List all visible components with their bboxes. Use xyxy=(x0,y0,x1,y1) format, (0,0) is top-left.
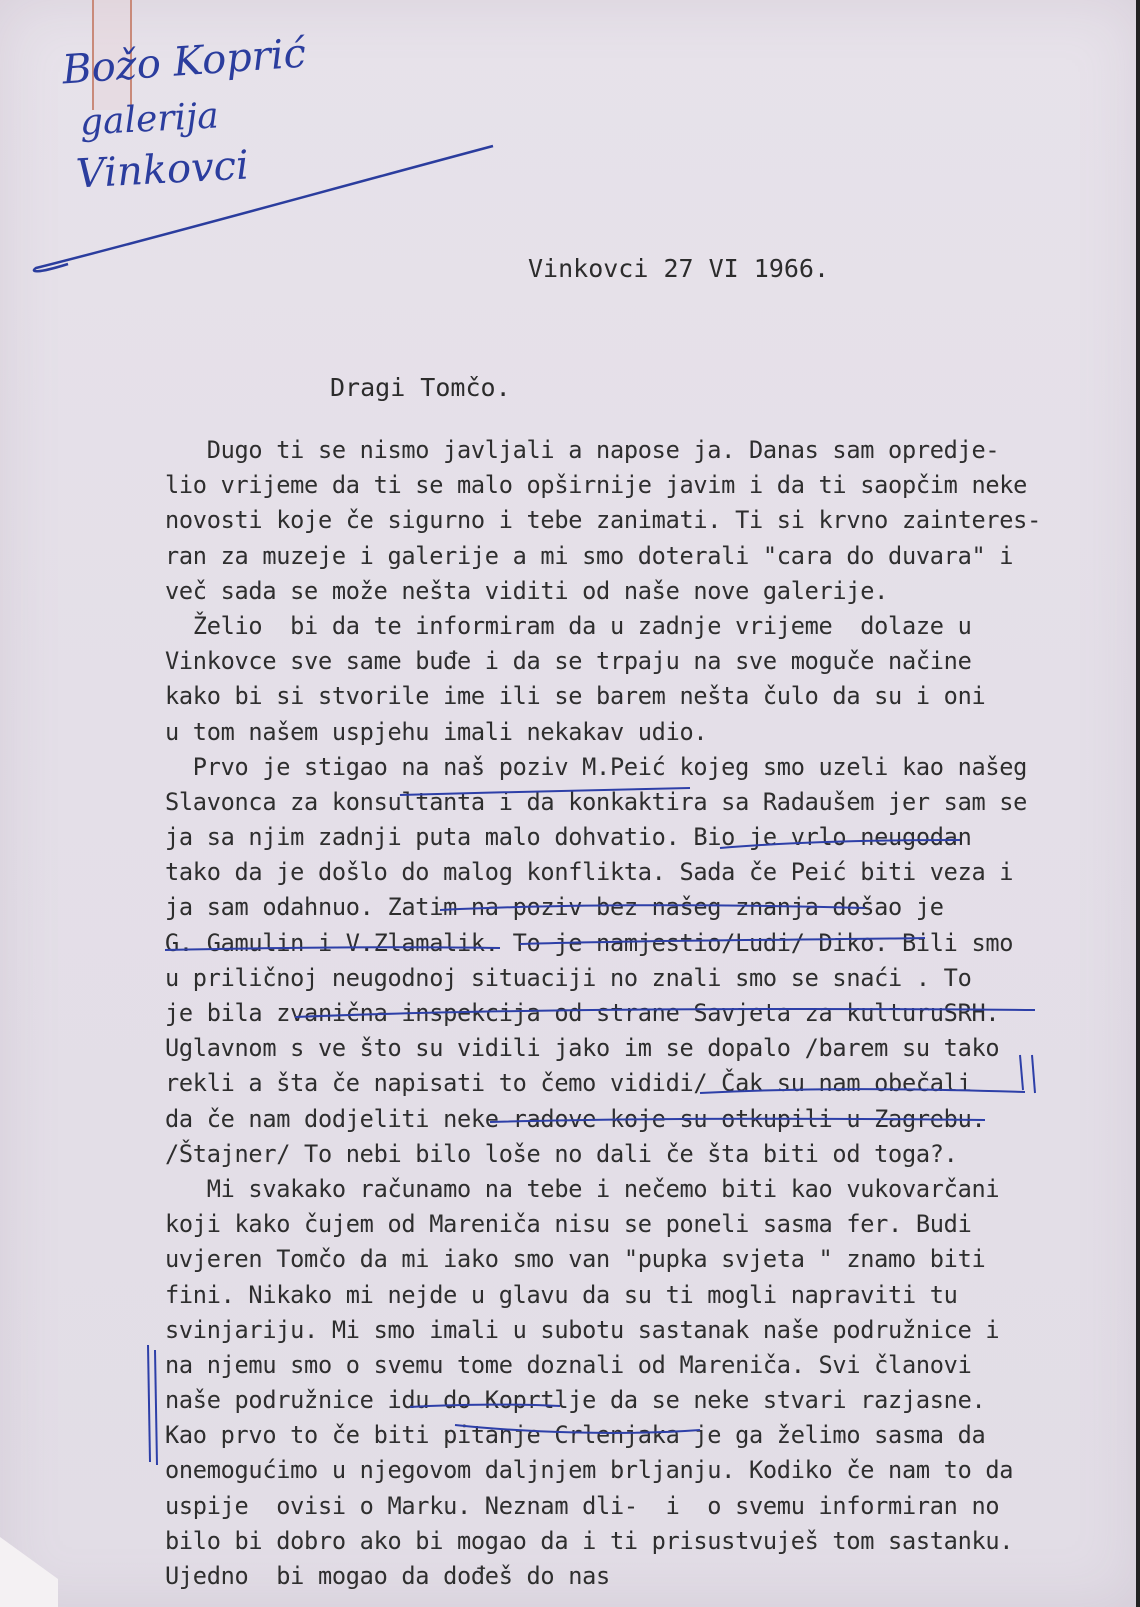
body-line: Slavonca za konsultanta i da konkaktira sa Radaušem jer sam se xyxy=(165,787,1028,816)
body-line: /Štajner/ To nebi bilo loše no dali če šta biti od toga?. xyxy=(165,1139,958,1168)
body-line: uspije ovisi o Marku. Neznam dli- i o svemu informiran no xyxy=(165,1491,1000,1520)
body-line: Vinkovce sve same buđe i da se trpaju na sve moguče načine xyxy=(165,647,972,676)
body-line: Mi svakako računamo na tebe i nečemo biti kao vukovarčani xyxy=(165,1174,1000,1203)
date-line: Vinkovci 27 VI 1966. xyxy=(528,254,830,283)
body-line: Kao prvo to če biti pitanje Crlenjaka je ga želimo sasma da xyxy=(165,1421,986,1450)
body-line: fini. Nikako mi nejde u glavu da su ti mogli napraviti tu xyxy=(165,1280,958,1309)
body-line: koji kako čujem od Mareniča nisu se poneli sasma fer. Budi xyxy=(165,1210,972,1239)
letter-body xyxy=(165,433,1065,1594)
body-line: več sada se može nešta viditi od naše nove galerije. xyxy=(165,576,889,605)
body-line: ja sa njim zadnji puta malo dohvatio. Bio je vrlo neugodan xyxy=(165,823,972,852)
body-line: na njemu smo o svemu tome doznali od Mareniča. Svi članovi xyxy=(165,1350,972,1379)
body-line: Želio bi da te informiram da u zadnje vrijeme dolaze u xyxy=(165,611,972,640)
scan-edge xyxy=(1136,0,1140,1607)
body-line: svinjariju. Mi smo imali u subotu sastanak naše podružnice i xyxy=(165,1315,1000,1344)
body-line: naše podružnice idu do Koprtlje da se neke stvari razjasne. xyxy=(165,1386,986,1415)
body-line: u tom našem uspjehu imali nekakav udio. xyxy=(165,717,708,746)
body-line: bilo bi dobro ako bi mogao da i ti prisustvuješ tom sastanku. xyxy=(165,1526,1014,1555)
body-line: onemogućimo u njegovom daljnjem brljanju. Kodiko če nam to da xyxy=(165,1456,1014,1485)
body-line: da če nam dodjeliti neke radove koje su otkupili u Zagrebu. xyxy=(165,1104,986,1133)
body-line: ja sam odahnuo. Zatim na poziv bez našeg znanja došao je xyxy=(165,893,944,922)
body-line: u priličnoj neugodnoj situaciji no znali smo se snaći . To xyxy=(165,963,972,992)
handwritten-gallery: galerija xyxy=(78,95,220,144)
body-line: novosti koje če sigurno i tebe zanimati. Ti si krvno zainteres- xyxy=(165,506,1041,535)
body-line: rekli a šta če napisati to čemo vididi/ Čak su nam obečali xyxy=(165,1069,972,1098)
body-line: uvjeren Tomčo da mi iako smo van "pupka svjeta " znamo biti xyxy=(165,1245,986,1274)
body-line: Dugo ti se nismo javljali a napose ja. Danas sam opredje- xyxy=(165,436,1000,464)
body-line: je bila zvanična inspekcija od strane Savjeta za kulturuSRH. xyxy=(165,999,1000,1027)
salutation: Dragi Tomčo. xyxy=(330,373,511,402)
folded-corner xyxy=(0,1537,58,1607)
body-line: Ujedno bi mogao da dođeš do nas xyxy=(165,1562,610,1590)
handwritten-stroke xyxy=(28,140,508,290)
body-line: G. Gamulin i V.Zlamalik. To je namjestio/Ludi/ Diko. Bili smo xyxy=(165,928,1014,957)
body-line: Uglavnom s ve što su vidili jako im se dopalo /barem su tako xyxy=(165,1034,1000,1063)
body-line: kako bi si stvorile ime ili se barem nešta čulo da su i oni xyxy=(165,682,986,711)
body-line: tako da je došlo do malog konflikta. Sada če Peić biti veza i xyxy=(165,858,1014,887)
handwritten-name: Božo Koprić xyxy=(60,30,308,94)
handwritten-city: Vinkovci xyxy=(74,142,250,198)
body-line: ran za muzeje i galerije a mi smo doterali "cara do duvara" i xyxy=(165,541,1014,570)
body-line: lio vrijeme da ti se malo opširnije javim i da ti saopčim neke xyxy=(165,471,1028,500)
body-line: Prvo je stigao na naš poziv M.Peić kojeg smo uzeli kao našeg xyxy=(165,752,1028,781)
